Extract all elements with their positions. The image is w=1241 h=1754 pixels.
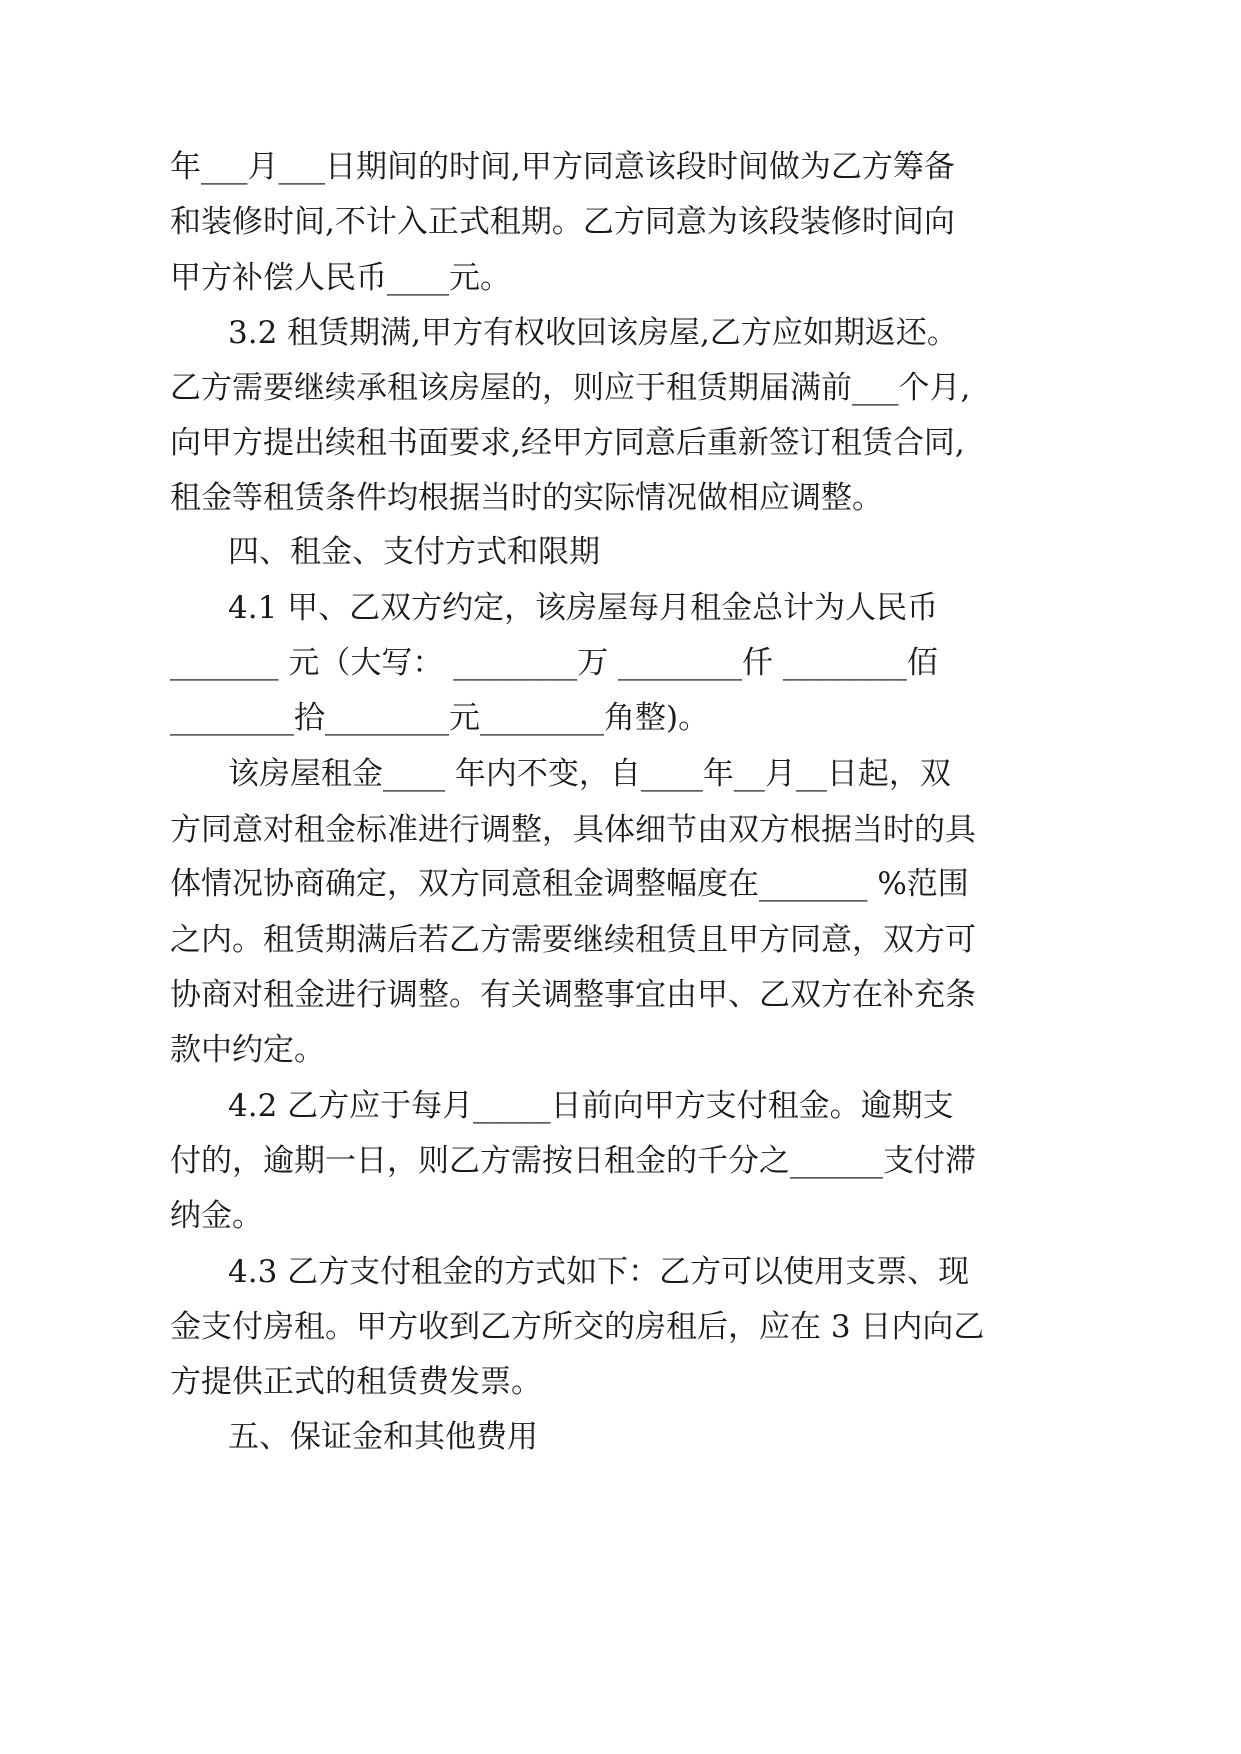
text-line: 付的，逾期一日，则乙方需按日租金的千分之______支付滞 [170, 1143, 976, 1179]
text-line: 租金等租赁条件均根据当时的实际情况做相应调整。 [170, 480, 883, 516]
section-heading-5: 五、保证金和其他费用 [228, 1419, 538, 1455]
clause-4-3-line: 4.3 乙方支付租金的方式如下：乙方可以使用支票、现 [228, 1254, 970, 1290]
text-line: 乙方需要继续承租该房屋的，则应于租赁期届满前___个月, [170, 370, 971, 406]
text-line: 甲方补偿人民币____元。 [170, 260, 511, 296]
text-line: 和装修时间,不计入正式租期。乙方同意为该段装修时间向 [170, 204, 955, 240]
text-line: 纳金。 [170, 1198, 263, 1234]
section-heading-4: 四、租金、支付方式和限期 [228, 534, 600, 570]
text-line: 方提供正式的租赁费发票。 [170, 1364, 542, 1400]
clause-4-1-line: 4.1 甲、乙双方约定，该房屋每月租金总计为人民币 [228, 590, 939, 626]
text-line: 款中约定。 [170, 1032, 325, 1068]
text-line: 协商对租金进行调整。有关调整事宜由甲、乙双方在补充条 [170, 977, 976, 1013]
text-line: ________拾________元________角整)。 [170, 700, 710, 736]
text-line: 体情况协商确定，双方同意租金调整幅度在_______ %范围 [170, 866, 969, 902]
paragraph-line: 该房屋租金____ 年内不变，自____年__月__日起，双 [228, 756, 951, 792]
text-line: 之内。租赁期满后若乙方需要继续租赁且甲方同意，双方可 [170, 922, 976, 958]
clause-4-2-line: 4.2 乙方应于每月_____日前向甲方支付租金。逾期支 [228, 1088, 954, 1124]
text-line: 金支付房租。甲方收到乙方所交的房租后，应在 3 日内向乙 [170, 1309, 985, 1345]
clause-3-2-line: 3.2 租赁期满,甲方有权收回该房屋,乙方应如期返还。 [228, 315, 958, 351]
text-line: 年___月___日期间的时间,甲方同意该段时间做为乙方筹备 [170, 149, 955, 185]
text-line: 向甲方提出续租书面要求,经甲方同意后重新签订租赁合同, [170, 425, 965, 461]
text-line: _______ 元（大写： ________万 ________仟 ________佰 [170, 645, 938, 681]
text-line: 方同意对租金标准进行调整，具体细节由双方根据当时的具 [170, 812, 976, 848]
